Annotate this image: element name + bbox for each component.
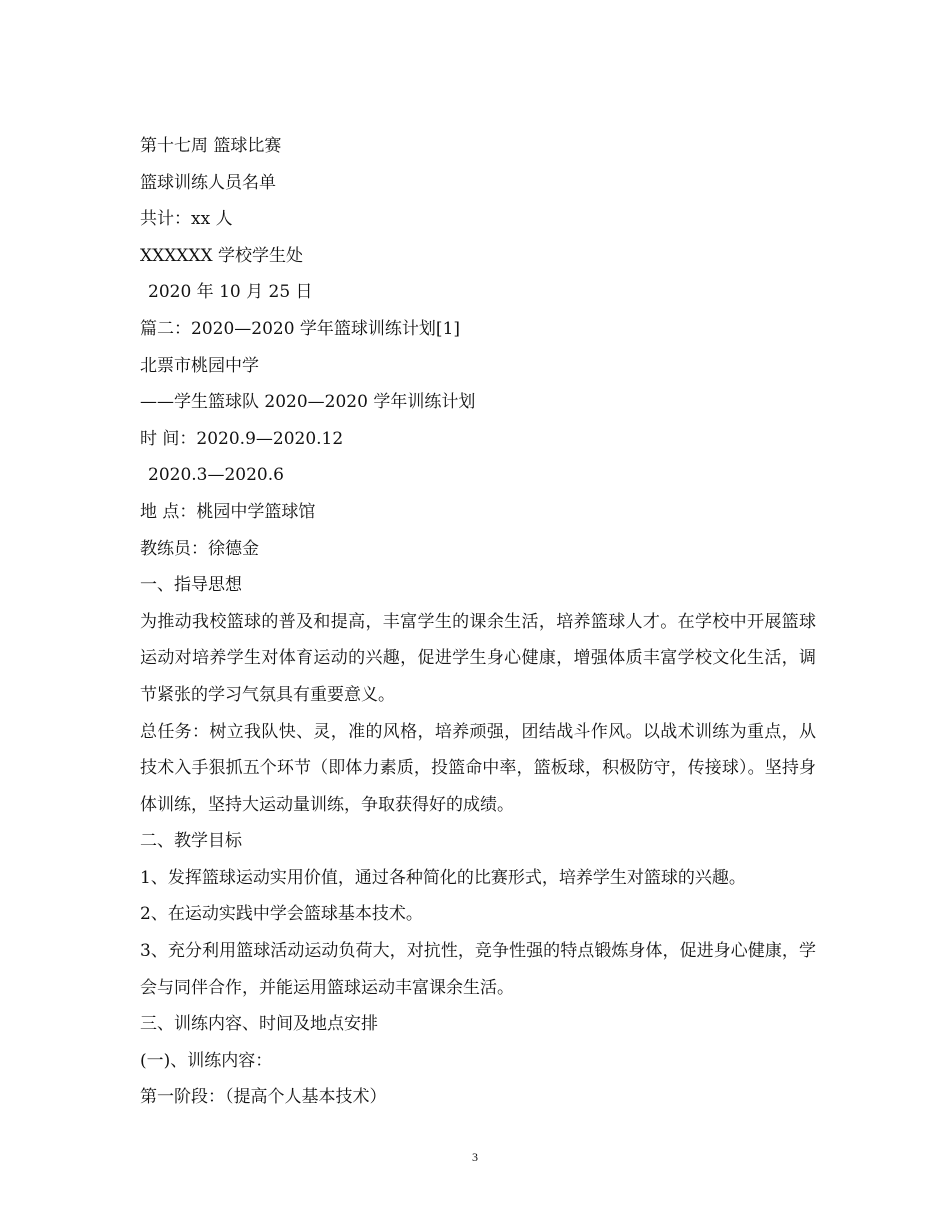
section1-heading: 一、指导思想 [140,575,242,596]
plan-subtitle-line: ——学生篮球队 2020—2020 学年训练计划 [140,392,476,413]
time-line-1: 时 间：2020.9—2020.12 [140,428,344,449]
school-office-line: XXXXXX 学校学生处 [140,245,304,266]
time-line-2: 2020.3—2020.6 [148,465,284,486]
school-name-line: 北票市桃园中学 [140,355,259,376]
roster-title: 篮球训练人员名单 [140,172,276,193]
section3-heading: 三、训练内容、时间及地点安排 [140,1014,378,1035]
location-line: 地 点：桃园中学篮球馆 [140,501,316,522]
goal-1-line: 1、发挥篮球运动实用价值，通过各种简化的比赛形式，培养学生对篮球的兴趣。 [140,867,746,888]
section1-paragraph: 为推动我校篮球的普及和提高，丰富学生的课余生活，培养篮球人才。在学校中开展篮球运动对培养学生对体育运动的兴趣，促进学生身心健康，增强体质丰富学校文化生活，调节紧张的学习气氛具有重要意义。 [140,611,816,705]
goal-2-line: 2、在运动实践中学会篮球基本技术。 [140,904,423,925]
subsection1-heading: (一)、训练内容： [140,1050,273,1071]
section2-heading: 二、教学目标 [140,831,242,852]
page-number: 3 [472,1150,478,1164]
date-line: 2020 年 10 月 25 日 [148,282,313,303]
coach-line: 教练员：徐德金 [140,538,259,559]
goal-3-paragraph: 3、充分利用篮球活动运动负荷大，对抗性，竞争性强的特点锻炼身体，促进身心健康，学会与同伴合作，并能运用篮球运动丰富课余生活。 [140,941,816,998]
stage1-line: 第一阶段：（提高个人基本技术） [140,1087,387,1108]
document-body [140,128,816,1116]
overall-task-paragraph: 总任务：树立我队快、灵，准的风格，培养顽强，团结战斗作风。以战术训练为重点，从技术入手狠抓五个环节（即体力素质，投篮命中率，篮板球，积极防守，传接球）。坚持身体训练，坚持大运动量训练，争取获得好的成绩。 [140,721,816,815]
part2-title: 篇二：2020—2020 学年篮球训练计划[1] [140,318,461,339]
week17-line: 第十七周 篮球比赛 [140,136,282,156]
total-count-line: 共计：xx 人 [140,209,233,230]
